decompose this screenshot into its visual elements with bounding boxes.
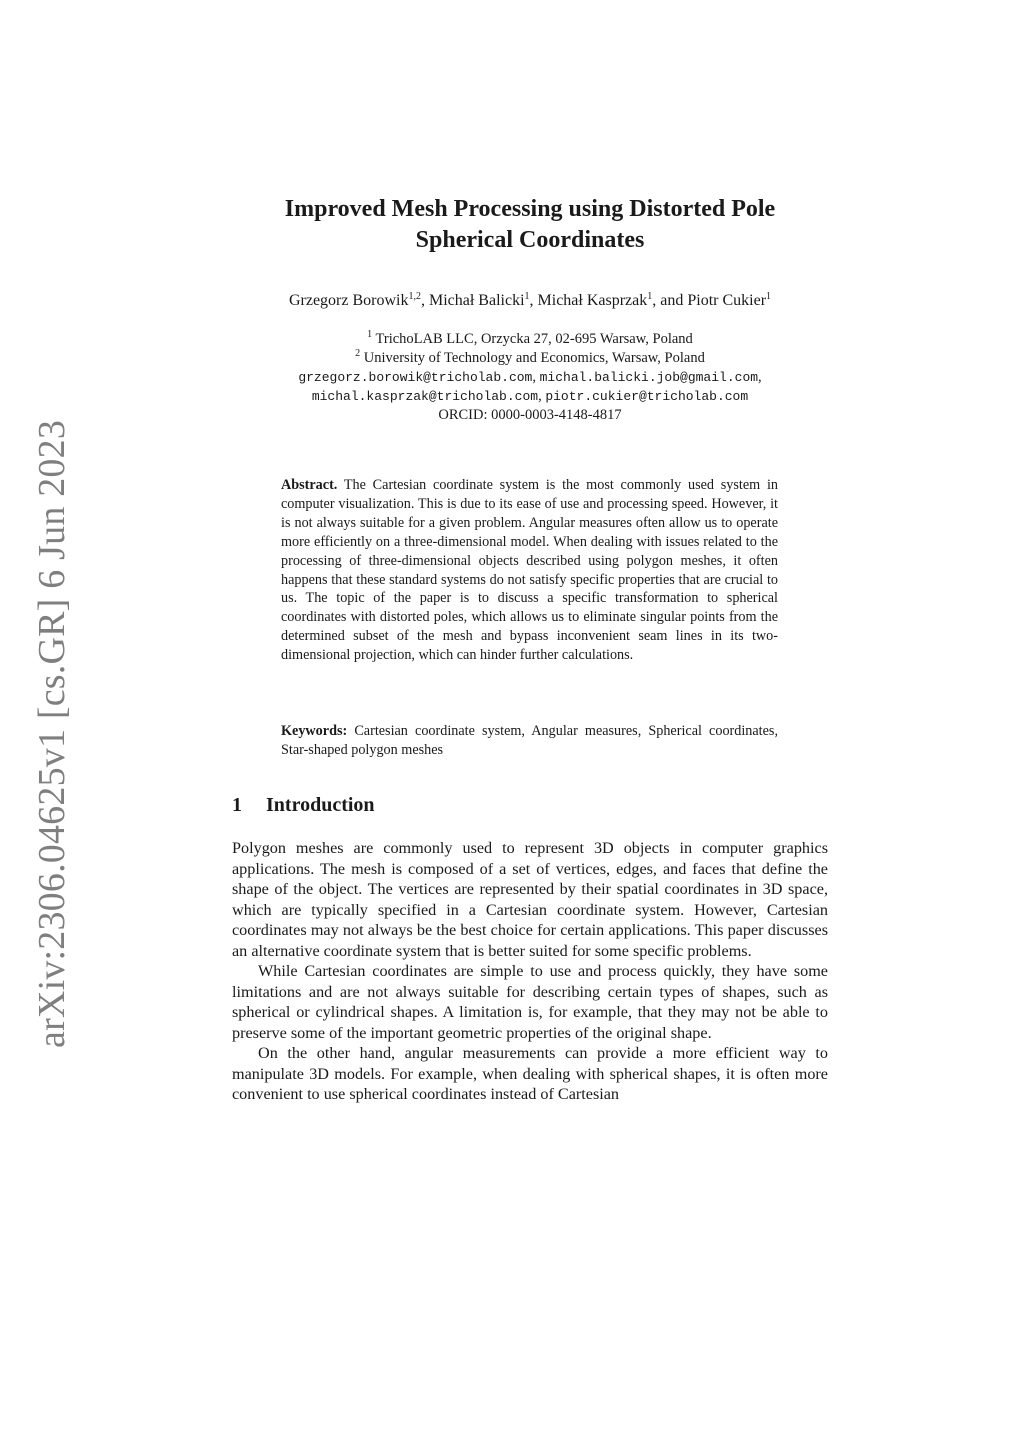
author-separator: , and — [652, 292, 688, 309]
section-title: Introduction — [266, 794, 375, 816]
introduction-body — [232, 838, 828, 1105]
email-link[interactable]: michal.balicki.job@gmail.com — [539, 370, 759, 385]
email-link[interactable]: michal.kasprzak@tricholab.com — [311, 389, 539, 404]
paragraph: Polygon meshes are commonly used to represent 3D objects in computer graphics applications. The mesh is composed of a set of vertices, edges, and faces that define the shape of the object. The vertices are represented by their spatial coordinates in 3D space, which are typically specified in a Cartesian coordinate system. However, Cartesian coordinates may not always be the best choice for certain applications. This paper discusses an alternative coordinate system that is better suited for some specific problems. — [232, 839, 828, 960]
paragraph: While Cartesian coordinates are simple to use and process quickly, they have some limitations and are not always suitable for describing certain types of shapes, such as spherical or cylindrical shapes. A limitation is, for example, that they may not be able to preserve some of the important geometric properties of the original shape. — [232, 962, 828, 1042]
arxiv-identifier-stamp: arXiv:2306.04625v1 [cs.GR] 6 Jun 2023 — [31, 419, 73, 1048]
title-line-2: Spherical Coordinates — [415, 227, 645, 253]
author-separator: , — [529, 292, 538, 309]
author-name: Piotr Cukier — [687, 292, 767, 309]
keywords-text: Cartesian coordinate system, Angular measures, Spherical coordinates, Star-shaped polygon meshes — [281, 723, 778, 758]
section-number: 1 — [232, 794, 242, 816]
orcid: ORCID: 0000-0003-4148-4817 — [438, 407, 622, 423]
abstract-label: Abstract. — [281, 477, 338, 493]
affiliation-text: University of Technology and Economics, Warsaw, Poland — [363, 350, 705, 366]
affiliation-marker: 1 — [367, 329, 373, 340]
abstract — [281, 476, 778, 665]
email-link[interactable]: piotr.cukier@tricholab.com — [545, 389, 749, 404]
affiliation-2 — [232, 349, 828, 368]
title-line-1: Improved Mesh Processing using Distorted Pole — [284, 196, 776, 222]
affiliation-marker: 2 — [355, 348, 361, 359]
email-line-2: michal.kasprzak@tricholab.com, piotr.cukier@tricholab.com — [311, 388, 749, 404]
affiliation-text: TrichoLAB LLC, Orzycka 27, 02-695 Warsaw, Poland — [375, 331, 693, 347]
author-affiliation-marker: 1,2 — [408, 291, 421, 302]
author-affiliation-marker: 1 — [766, 291, 772, 302]
paragraph: On the other hand, angular measurements can provide a more efficient way to manipulate 3D models. For example, when dealing with spherical shapes, it is often more convenient to use spherical coordinates instead of Cartesian — [232, 1044, 828, 1103]
author-list — [232, 292, 828, 310]
email-line-1: grzegorz.borowik@tricholab.com, michal.balicki.job@gmail.com, — [298, 369, 762, 385]
affiliation-1 — [232, 330, 828, 349]
author-affiliation-marker: 1 — [524, 291, 530, 302]
author-separator: , — [420, 292, 429, 309]
section-heading — [232, 794, 828, 817]
author-affiliation-marker: 1 — [647, 291, 653, 302]
author-name: Michał Balicki — [428, 292, 525, 309]
keywords-label: Keywords: — [281, 723, 348, 739]
abstract-text: The Cartesian coordinate system is the most commonly used system in computer visualization. This is due to its ease of use and processing speed. However, it is not always suitable for a given problem. Angular measures often allow us to operate more efficiently on a three-dimensional model. When dealing with issues related to the processing of three-dimensional objects described using polygon meshes, it often happens that these standard systems do not satisfy specific properties that are crucial to us. The topic of the paper is to discuss a specific transformation to spherical coordinates with distorted poles, which allows us to eliminate singular points from the determined subset of the mesh and bypass inconvenient seam lines in its two-dimensional projection, which can hinder further calculations. — [281, 477, 778, 664]
paper-title — [232, 194, 828, 256]
author-name: Grzegorz Borowik — [288, 292, 409, 309]
email-link[interactable]: grzegorz.borowik@tricholab.com — [298, 370, 533, 385]
keywords — [281, 722, 778, 760]
author-name: Michał Kasprzak — [537, 292, 648, 309]
